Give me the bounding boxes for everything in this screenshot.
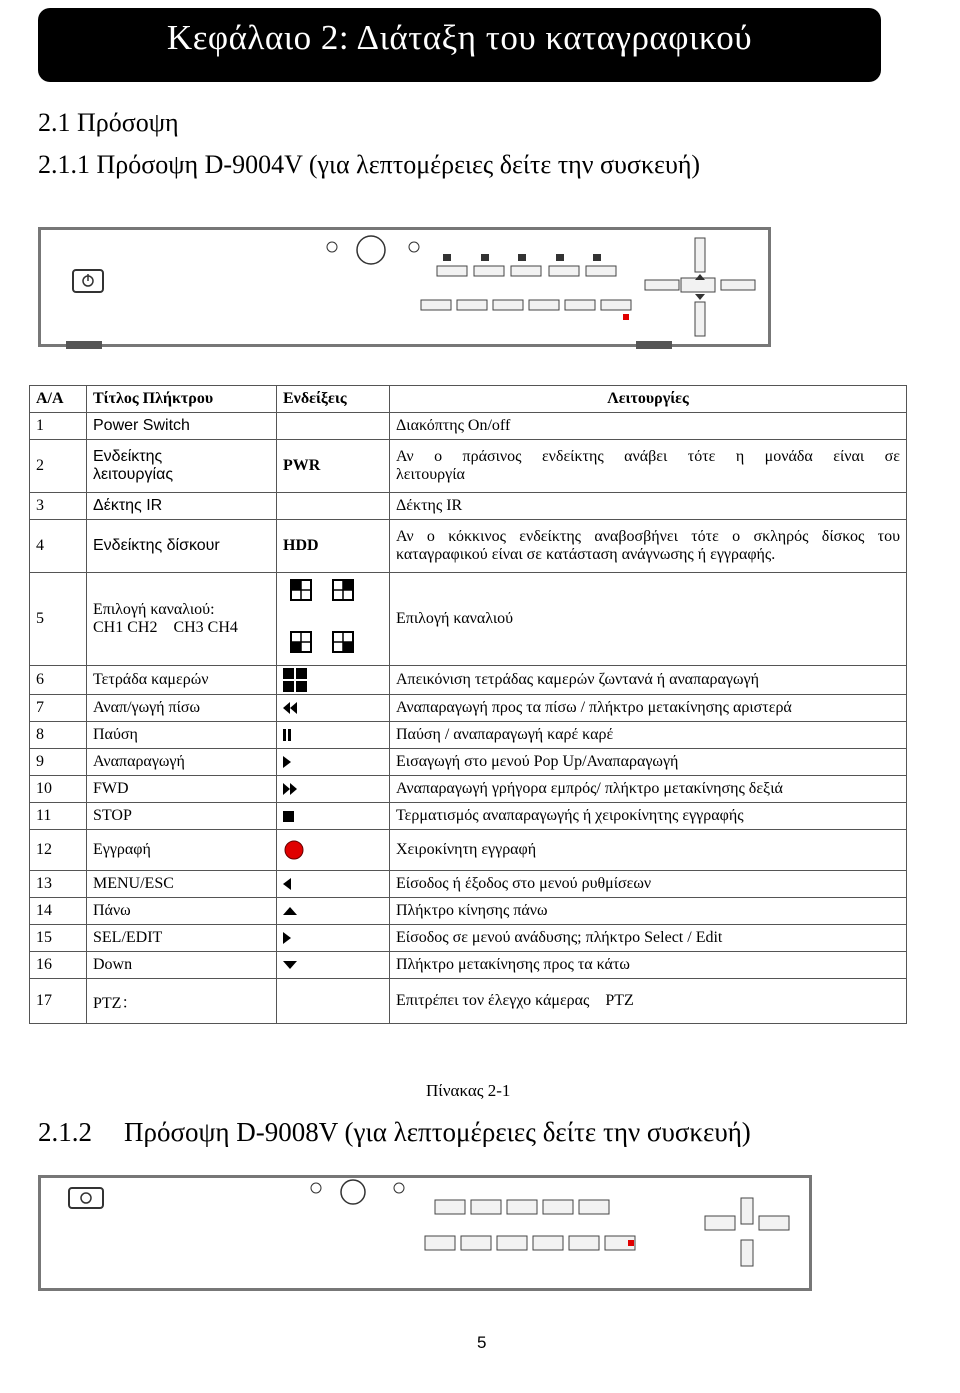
chapter-banner bbox=[38, 8, 881, 82]
stop-icon bbox=[283, 811, 294, 822]
record-icon bbox=[283, 839, 305, 861]
fast-forward-icon bbox=[283, 783, 297, 795]
pause-icon bbox=[283, 729, 291, 741]
table-row: 14 Πάνω Πλήκτρο κίνησης πάνω bbox=[30, 898, 907, 925]
section-heading: 2.1 Πρόσοψη bbox=[38, 108, 179, 137]
table-row: 16 Down Πλήκτρο μετακίνησης προς τα κάτω bbox=[30, 952, 907, 979]
table-row: 6 Τετράδα καμερών Απεικόνιση τετράδας καμερών ζωντανά ή αναπαραγωγή bbox=[30, 666, 907, 695]
front-panel-drawing bbox=[41, 230, 768, 344]
select-right-icon bbox=[283, 932, 291, 944]
front-panel-d9008v bbox=[38, 1175, 812, 1291]
subsection-heading-d9004v: 2.1.1 Πρόσοψη D-9004V (για λεπτομέρειες δείτε την συσκευή) bbox=[38, 150, 701, 179]
table-row: 2 Ενδείκτης λειτουργίας PWR Αν ο πράσινος ενδείκτης ανάβει τότε η μονάδα είναι σε λειτουργία bbox=[30, 440, 907, 493]
chapter-title: Κεφάλαιο 2: Διάταξη του καταγραφικού bbox=[166, 18, 753, 57]
ir-receiver-icon bbox=[341, 1180, 365, 1204]
pwr-led-icon bbox=[311, 1183, 321, 1193]
channel-icons bbox=[283, 576, 359, 658]
table-header-row bbox=[30, 386, 907, 413]
table-row: 17 PTZ： Επιτρέπει τον έλεγχο κάμερας PTZ bbox=[30, 979, 907, 1024]
table-row: 7 Αναπ/γωγή πίσω Αναπαραγωγή προς τα πίσω / πλήκτρο μετακίνησης αριστερά bbox=[30, 695, 907, 722]
panel-foot-right bbox=[636, 341, 672, 349]
table-row: 12 Εγγραφή Χειροκίνητη εγγραφή bbox=[30, 830, 907, 871]
table-row: 1 Power Switch Διακόπτης On/off bbox=[30, 413, 907, 440]
quad-icon bbox=[283, 668, 307, 692]
hdd-led-icon bbox=[394, 1183, 404, 1193]
header-title: Τίτλος Πλήκτρου bbox=[87, 386, 277, 413]
ir-receiver-icon bbox=[357, 236, 385, 264]
front-panel-drawing-2 bbox=[41, 1178, 809, 1288]
subsection-heading-d9008v bbox=[38, 1117, 751, 1148]
table-row: 13 MENU/ESC Είσοδος ή έξοδος στο μενού ρυθμίσεων bbox=[30, 871, 907, 898]
ch1-icon bbox=[291, 580, 301, 590]
table-row: 5 Επιλογή καναλιού: CH1 CH2 CH3 CH4 Επιλογή καναλιού bbox=[30, 573, 907, 666]
up-arrow-icon bbox=[283, 907, 297, 915]
subsection-number: 2.1.2 bbox=[38, 1117, 92, 1147]
rewind-icon bbox=[283, 702, 297, 714]
power-switch-icon bbox=[69, 1188, 103, 1208]
down-arrow-icon bbox=[283, 961, 297, 969]
hdd-led-icon bbox=[409, 242, 419, 252]
subsection-text: Πρόσοψη D-9008V (για λεπτομέρειες δείτε την συσκευή) bbox=[124, 1117, 751, 1147]
play-icon bbox=[283, 756, 291, 768]
table-row: 15 SEL/EDIT Είσοδος σε μενού ανάδυσης; πλήκτρο Select / Edit bbox=[30, 925, 907, 952]
table-row: 11 STOP Τερματισμός αναπαραγωγής ή χειροκίνητης εγγραφής bbox=[30, 803, 907, 830]
pwr-led-icon bbox=[327, 242, 337, 252]
ch4-icon bbox=[343, 642, 353, 652]
ch2-icon bbox=[343, 580, 353, 590]
front-panel-d9004v bbox=[38, 227, 771, 347]
page-number: 5 bbox=[477, 1333, 487, 1352]
table-caption: Πίνακας 2-1 bbox=[426, 1081, 511, 1100]
menu-left-icon bbox=[283, 878, 291, 890]
table-row: 8 Παύση Παύση / αναπαραγωγή καρέ καρέ bbox=[30, 722, 907, 749]
ch3-icon bbox=[291, 642, 301, 652]
header-no: Α/Α bbox=[30, 386, 87, 413]
header-indication: Ενδείξεις bbox=[277, 386, 390, 413]
table-row: 4 Ενδείκτης δίσκουr HDD Αν ο κόκκινος ενδείκτης αναβοσβήνει τότε ο σκληρός δίσκος του καταγραφικού είναι σε κατάσταση ανάγνωσης ή εγγραφής. bbox=[30, 520, 907, 573]
table-row: 9 Αναπαραγωγή Εισαγωγή στο μενού Pop Up/Αναπαραγωγή bbox=[30, 749, 907, 776]
button-spec-table bbox=[29, 385, 907, 1024]
panel-foot-left bbox=[66, 341, 102, 349]
header-function: Λειτουργίες bbox=[390, 386, 907, 413]
table-row: 10 FWD Αναπαραγωγή γρήγορα εμπρός/ πλήκτρο μετακίνησης δεξιά bbox=[30, 776, 907, 803]
table-row: 3 Δέκτης IR Δέκτης IR bbox=[30, 493, 907, 520]
